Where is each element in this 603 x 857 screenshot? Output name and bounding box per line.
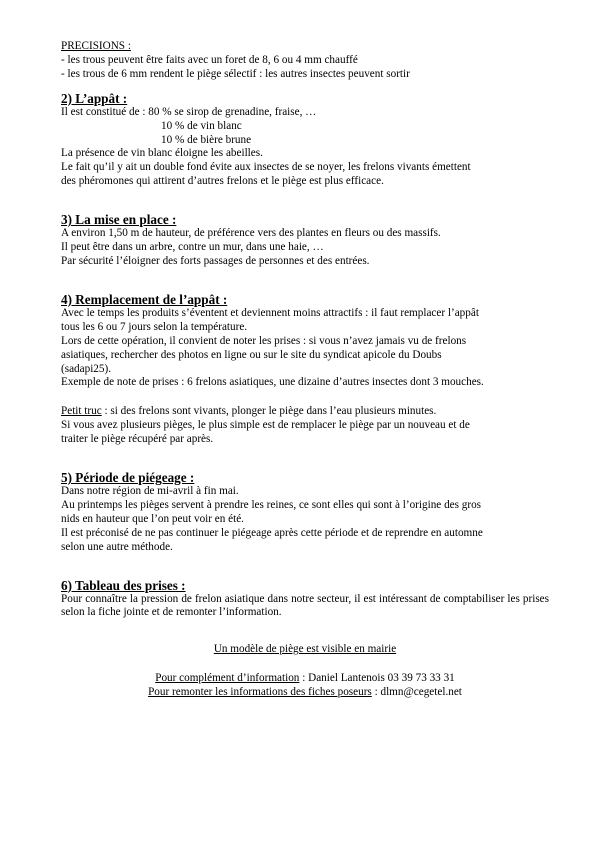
section-heading-remplacement: 4) Remplacement de l’appât : [61,291,228,307]
mise-en-place-line: Par sécurité l’éloigner des forts passages de personnes et des entrées. [61,254,370,267]
remplacement-line: Lors de cette opération, il convient de noter les prises : si vous n’avez jamais vu de frelons [61,334,467,347]
document-page [61,40,549,700]
remplacement-line: asiatiques, rechercher des photos en ligne ou sur le site du syndicat apicole du Doubs [61,348,442,361]
appat-line: Il est constitué de : 80 % se sirop de grenadine, fraise, … [61,105,317,118]
remplacement-line: Avec le temps les produits s’éventent et deviennent moins attractifs : il faut remplacer l’appât [61,306,479,319]
footer-remonter [61,686,549,700]
footer-complement [61,672,549,686]
periode-line: Il est préconisé de ne pas continuer le piégeage après cette période et de reprendre en automne [61,526,483,539]
remplacement-line: (sadapi25). [61,362,112,375]
section-heading-tableau: 6) Tableau des prises : [61,577,186,593]
appat-line: La présence de vin blanc éloigne les abeilles. [61,147,263,160]
periode-line: nids en hauteur que l’on peut voir en été. [61,512,244,525]
mise-en-place-line: Il peut être dans un arbre, contre un mur, dans une haie, … [61,241,324,254]
section-heading-appat: 2) L’appât : [61,90,128,106]
precisions-line: - les trous peuvent être faits avec un foret de 8, 6 ou 4 mm chauffé [61,53,358,66]
footer-remonter-label: Pour remonter les informations des fiches poseurs [148,686,372,699]
remplacement-line: Exemple de note de prises : 6 frelons asiatiques, une dizaine d’autres insectes dont 3 mouches. [61,376,484,389]
remplacement-tip-line: Si vous avez plusieurs pièges, le plus simple est de remplacer le piège par un nouveau et de [61,419,470,432]
footer-modele: Un modèle de piège est visible en mairie [213,643,397,656]
section-heading-mise-en-place: 3) La mise en place : [61,212,177,228]
appat-line: Le fait qu’il y ait un double fond évite aux insectes de se noyer, les frelons vivants émettent [61,161,471,174]
petit-truc-text: : si des frelons sont vivants, plonger le piège dans l’eau plusieurs minutes. [101,405,437,418]
periode-line: selon une autre méthode. [61,540,173,553]
section-heading-periode: 5) Période de piégeage : [61,470,195,486]
appat-line: des phéromones qui attirent d’autres frelons et le piège est plus efficace. [61,175,384,188]
appat-line: 10 % de vin blanc [161,119,242,132]
periode-line: Dans notre région de mi-avril à fin mai. [61,485,239,498]
footer-complement-text: : Daniel Lantenois 03 39 73 33 31 [299,672,455,685]
periode-line: Au printemps les pièges servent à prendre les reines, ce sont elles qui sont à l’origine des gros [61,498,482,511]
remplacement-line: tous les 6 ou 7 jours selon la température. [61,320,248,333]
precisions-title: PRECISIONS : [61,40,131,52]
remplacement-tip-line: traiter le piège récupéré par après. [61,433,214,446]
footer-remonter-text: : dlmn@cegetel.net [371,686,462,699]
petit-truc-line [61,405,549,419]
footer-complement-label: Pour complément d’information [155,672,300,685]
petit-truc-label: Petit truc [61,405,102,418]
tableau-text: Pour connaître la pression de frelon asiatique dans notre secteur, il est intéressant de comptabiliser les prises selon la fiche jointe et de remonter l’information. [61,592,549,619]
appat-line: 10 % de bière brune [161,133,252,146]
mise-en-place-line: A environ 1,50 m de hauteur, de préférence vers des plantes en fleurs ou des massifs. [61,227,441,240]
precisions-line: - les trous de 6 mm rendent le piège sélectif : les autres insectes peuvent sortir [61,67,410,80]
